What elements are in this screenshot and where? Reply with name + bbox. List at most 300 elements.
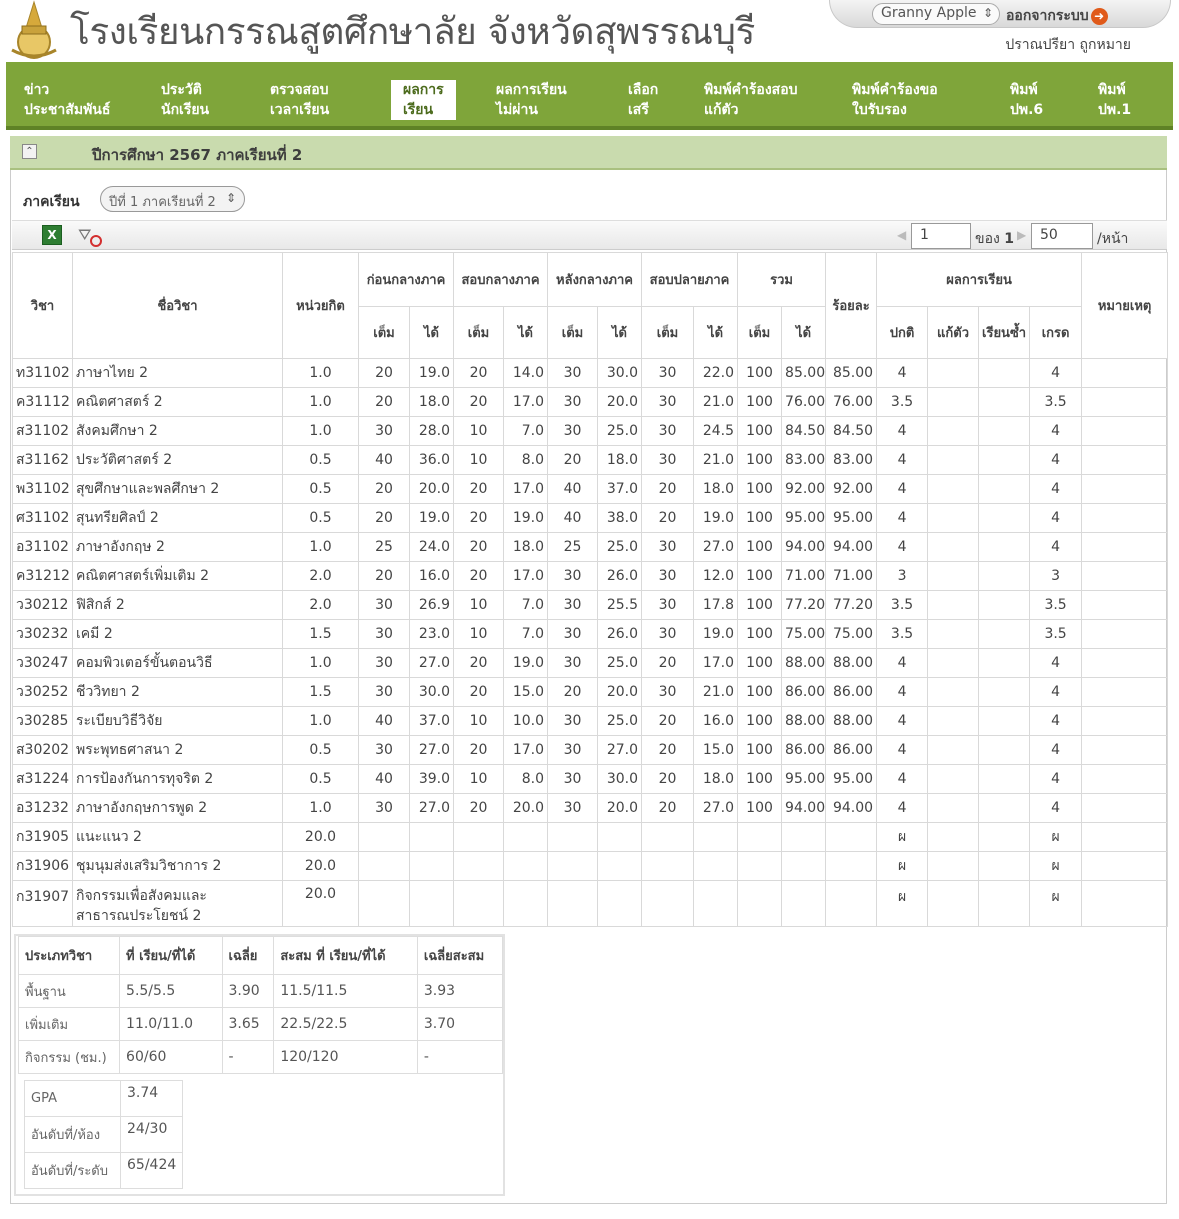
table-cell: ชุมนุมส่งเสริมวิชาการ 2 xyxy=(73,852,283,881)
next-page-icon[interactable]: ▶ xyxy=(1017,228,1027,242)
table-cell: 88.00 xyxy=(782,707,826,736)
user-tab xyxy=(829,0,1171,28)
nav-news[interactable]: ข่าว ประชาสัมพันธ์ xyxy=(24,82,111,118)
remark-cell xyxy=(1082,591,1168,620)
table-cell: 85.00 xyxy=(782,359,826,388)
table-cell: 20 xyxy=(359,359,410,388)
table-row xyxy=(13,359,1168,388)
col-got: ได้ xyxy=(504,307,548,359)
table-cell: 20 xyxy=(548,678,598,707)
table-cell: 3.5 xyxy=(877,591,928,620)
table-row xyxy=(13,591,1168,620)
table-cell xyxy=(928,620,979,649)
table-cell: 30 xyxy=(359,736,410,765)
summary-box xyxy=(14,934,505,1196)
table-cell: 28.0 xyxy=(410,417,454,446)
table-cell: 40 xyxy=(548,475,598,504)
table-cell xyxy=(598,852,642,881)
table-cell: 94.00 xyxy=(826,533,877,562)
table-cell: 0.5 xyxy=(283,475,359,504)
pager xyxy=(897,221,1167,251)
table-cell: 30 xyxy=(359,678,410,707)
nav-electives[interactable]: เลือก เสรี xyxy=(628,82,659,118)
table-cell: 37.0 xyxy=(410,707,454,736)
remark-cell xyxy=(1082,736,1168,765)
table-cell: 94.00 xyxy=(782,533,826,562)
table-row xyxy=(13,533,1168,562)
table-cell: 21.0 xyxy=(694,678,738,707)
table-cell: 4 xyxy=(1030,359,1082,388)
table-cell: 30 xyxy=(548,765,598,794)
table-cell: 86.00 xyxy=(826,678,877,707)
table-cell: 2.0 xyxy=(283,591,359,620)
table-row xyxy=(13,736,1168,765)
table-cell: ชีววิทยา 2 xyxy=(73,678,283,707)
table-cell: 83.00 xyxy=(826,446,877,475)
table-cell: 30 xyxy=(548,417,598,446)
table-cell: ก31906 xyxy=(13,852,73,881)
chevron-updown-icon: ⇕ xyxy=(225,191,236,205)
table-cell: 30.0 xyxy=(410,678,454,707)
table-cell: 4 xyxy=(1030,707,1082,736)
table-cell: 95.00 xyxy=(826,504,877,533)
table-cell: 10 xyxy=(454,417,504,446)
table-cell: ผ xyxy=(877,852,928,881)
col-credit: หน่วยกิต xyxy=(283,253,359,359)
logout-label: ออกจากระบบ xyxy=(1006,8,1089,24)
table-cell: 19.0 xyxy=(694,504,738,533)
table-cell xyxy=(928,359,979,388)
table-cell: 16.0 xyxy=(410,562,454,591)
table-cell: 3.5 xyxy=(1030,620,1082,649)
table-cell xyxy=(928,881,979,927)
table-cell xyxy=(782,823,826,852)
remark-cell xyxy=(1082,388,1168,417)
table-cell xyxy=(694,881,738,927)
nav-failed-courses[interactable]: ผลการเรียน ไม่ผ่าน xyxy=(496,82,567,118)
remark-cell xyxy=(1082,765,1168,794)
nav-print-pp6[interactable]: พิมพ์ ปพ.6 xyxy=(1010,82,1044,118)
table-cell xyxy=(979,678,1030,707)
table-cell: 40 xyxy=(359,765,410,794)
logout-button[interactable] xyxy=(1006,5,1108,27)
table-cell xyxy=(979,533,1030,562)
table-cell xyxy=(979,823,1030,852)
table-cell xyxy=(979,562,1030,591)
table-cell xyxy=(928,649,979,678)
nav-print-certificate-request[interactable]: พิมพ์คำร้องขอ ใบรับรอง xyxy=(852,82,938,118)
table-cell xyxy=(928,591,979,620)
table-cell: พ31102 xyxy=(13,475,73,504)
nav-student-profile[interactable]: ประวัติ นักเรียน xyxy=(161,82,210,118)
table-cell: 20 xyxy=(642,504,694,533)
table-cell: 85.00 xyxy=(826,359,877,388)
collapse-icon[interactable]: ⌃ xyxy=(22,144,37,159)
table-cell: 1.0 xyxy=(283,388,359,417)
table-cell: 30 xyxy=(642,446,694,475)
table-cell: 15.0 xyxy=(504,678,548,707)
page-header xyxy=(0,0,1179,62)
table-cell xyxy=(826,823,877,852)
user-select-value: Granny Apple xyxy=(881,5,977,21)
user-area xyxy=(829,0,1171,60)
table-cell: 26.9 xyxy=(410,591,454,620)
prev-page-icon[interactable]: ◀ xyxy=(897,228,907,242)
table-cell xyxy=(694,852,738,881)
table-cell: 24.5 xyxy=(694,417,738,446)
table-cell xyxy=(826,881,877,927)
table-cell: 38.0 xyxy=(598,504,642,533)
table-row xyxy=(13,504,1168,533)
table-cell: 20 xyxy=(454,794,504,823)
table-cell: 21.0 xyxy=(694,388,738,417)
table-cell xyxy=(504,823,548,852)
table-cell: 86.00 xyxy=(782,736,826,765)
table-cell xyxy=(642,852,694,881)
table-cell: ส31162 xyxy=(13,446,73,475)
table-cell xyxy=(738,823,782,852)
table-row xyxy=(13,823,1168,852)
table-cell: แนะแนว 2 xyxy=(73,823,283,852)
sum-col-avg: เฉลี่ย xyxy=(222,937,274,975)
table-cell xyxy=(454,852,504,881)
col-result: ผลการเรียน xyxy=(877,253,1082,307)
page-size-unit: /หน้า xyxy=(1097,231,1129,247)
table-cell: 27.0 xyxy=(410,649,454,678)
table-row xyxy=(13,852,1168,881)
table-cell: 4 xyxy=(1030,765,1082,794)
table-cell: 0.5 xyxy=(283,446,359,475)
table-cell xyxy=(548,823,598,852)
table-cell: 30 xyxy=(548,707,598,736)
table-cell: 100 xyxy=(738,794,782,823)
table-cell: 4 xyxy=(1030,446,1082,475)
table-cell: 37.0 xyxy=(598,475,642,504)
table-cell: 1.0 xyxy=(283,533,359,562)
table-cell: 12.0 xyxy=(694,562,738,591)
table-cell: 19.0 xyxy=(504,649,548,678)
table-cell: 76.00 xyxy=(826,388,877,417)
table-row xyxy=(13,649,1168,678)
arrow-right-icon: ➜ xyxy=(1091,8,1108,25)
table-cell: 76.00 xyxy=(782,388,826,417)
table-cell: 3.5 xyxy=(877,388,928,417)
table-cell xyxy=(928,823,979,852)
table-cell: 27.0 xyxy=(410,794,454,823)
table-cell: 4 xyxy=(877,475,928,504)
table-cell: 1.0 xyxy=(283,707,359,736)
remark-cell xyxy=(1082,504,1168,533)
table-cell xyxy=(928,504,979,533)
table-cell: 30 xyxy=(642,533,694,562)
table-cell: 100 xyxy=(738,417,782,446)
table-cell: 3 xyxy=(877,562,928,591)
table-cell xyxy=(979,852,1030,881)
table-row xyxy=(13,794,1168,823)
table-cell: 30 xyxy=(359,620,410,649)
col-repeat: เรียนซ้ำ xyxy=(979,307,1030,359)
table-cell xyxy=(928,417,979,446)
table-cell: 4 xyxy=(877,649,928,678)
table-cell: 39.0 xyxy=(410,765,454,794)
table-cell: 100 xyxy=(738,388,782,417)
table-cell xyxy=(979,620,1030,649)
table-cell: 75.00 xyxy=(782,620,826,649)
table-cell: 25.0 xyxy=(598,707,642,736)
table-cell: 17.0 xyxy=(504,475,548,504)
table-cell: 1.5 xyxy=(283,678,359,707)
table-cell: 26.0 xyxy=(598,620,642,649)
table-cell: 4 xyxy=(1030,736,1082,765)
table-cell: 18.0 xyxy=(598,446,642,475)
col-normal: ปกติ xyxy=(877,307,928,359)
table-cell: 19.0 xyxy=(410,504,454,533)
table-cell: ส30202 xyxy=(13,736,73,765)
table-cell xyxy=(738,852,782,881)
table-cell: 36.0 xyxy=(410,446,454,475)
table-cell: 3 xyxy=(1030,562,1082,591)
table-cell xyxy=(454,881,504,927)
table-cell: 20.0 xyxy=(410,475,454,504)
table-cell: ส31102 xyxy=(13,417,73,446)
table-cell: 88.00 xyxy=(782,649,826,678)
table-cell: 20 xyxy=(454,504,504,533)
col-full: เต็ม xyxy=(642,307,694,359)
table-cell: 30 xyxy=(642,591,694,620)
table-cell: 75.00 xyxy=(826,620,877,649)
table-cell: 17.0 xyxy=(504,562,548,591)
nav-print-retake-request[interactable]: พิมพ์คำร้องสอบ แก้ตัว xyxy=(704,82,798,118)
table-cell xyxy=(979,446,1030,475)
summary-row: เพิ่มเติม 11.0/11.0 3.65 22.5/22.5 3.70 xyxy=(19,1008,503,1041)
table-cell: ว30247 xyxy=(13,649,73,678)
table-cell: 17.8 xyxy=(694,591,738,620)
table-cell: 40 xyxy=(359,707,410,736)
table-cell: 20 xyxy=(642,707,694,736)
remark-cell xyxy=(1082,649,1168,678)
clear-filter-icon[interactable]: ⛛ xyxy=(78,225,102,247)
table-cell: 4 xyxy=(1030,794,1082,823)
table-cell: 88.00 xyxy=(826,707,877,736)
table-cell xyxy=(928,765,979,794)
table-cell: 27.0 xyxy=(694,533,738,562)
table-cell: 20 xyxy=(642,765,694,794)
table-cell: 100 xyxy=(738,533,782,562)
table-row xyxy=(13,388,1168,417)
gpa-table xyxy=(24,1080,183,1189)
table-row xyxy=(13,881,1168,927)
table-cell: 19.0 xyxy=(504,504,548,533)
table-cell: 30 xyxy=(548,620,598,649)
table-cell: 94.00 xyxy=(826,794,877,823)
table-cell: อ31102 xyxy=(13,533,73,562)
table-cell: 7.0 xyxy=(504,591,548,620)
table-cell xyxy=(642,881,694,927)
table-cell: ศ31102 xyxy=(13,504,73,533)
remark-cell xyxy=(1082,678,1168,707)
table-cell: ว30212 xyxy=(13,591,73,620)
table-cell xyxy=(782,852,826,881)
table-cell: 100 xyxy=(738,678,782,707)
table-cell: 0.5 xyxy=(283,736,359,765)
table-cell xyxy=(598,823,642,852)
table-cell: 4 xyxy=(877,446,928,475)
table-cell: ส31224 xyxy=(13,765,73,794)
page-number-input[interactable]: 1 xyxy=(911,223,971,249)
summary-row: กิจกรรม (ชม.) 60/60 - 120/120 - xyxy=(19,1041,503,1074)
table-cell: 4 xyxy=(1030,475,1082,504)
col-percent: ร้อยละ xyxy=(826,253,877,359)
nav-attendance[interactable]: ตรวจสอบ เวลาเรียน xyxy=(270,82,330,118)
table-cell: 23.0 xyxy=(410,620,454,649)
rank-class-row: อันดับที่/ห้อง 24/30 xyxy=(25,1117,183,1153)
table-cell: 20 xyxy=(454,736,504,765)
col-code: วิชา xyxy=(13,253,73,359)
col-retake: แก้ตัว xyxy=(928,307,979,359)
table-cell xyxy=(548,852,598,881)
col-got: ได้ xyxy=(598,307,642,359)
table-cell xyxy=(979,736,1030,765)
table-cell: 30 xyxy=(642,562,694,591)
table-cell: 4 xyxy=(877,504,928,533)
table-cell xyxy=(979,794,1030,823)
table-cell: 4 xyxy=(877,794,928,823)
table-cell: กิจกรรมเพื่อสังคมและสาธารณประโยชน์ 2 xyxy=(73,881,283,927)
table-cell: 40 xyxy=(359,446,410,475)
excel-export-icon[interactable]: X xyxy=(42,225,62,245)
table-cell: 30 xyxy=(642,388,694,417)
table-cell xyxy=(928,852,979,881)
table-cell: 30 xyxy=(548,359,598,388)
table-cell: 20 xyxy=(642,794,694,823)
table-cell: 30 xyxy=(359,591,410,620)
table-cell: 18.0 xyxy=(410,388,454,417)
table-cell: 10 xyxy=(454,765,504,794)
table-cell: 20 xyxy=(359,504,410,533)
table-cell: 20.0 xyxy=(598,388,642,417)
table-cell: 30 xyxy=(642,678,694,707)
table-cell: 100 xyxy=(738,591,782,620)
table-cell: 19.0 xyxy=(410,359,454,388)
remark-cell xyxy=(1082,707,1168,736)
table-cell: 10 xyxy=(454,446,504,475)
table-cell: 21.0 xyxy=(694,446,738,475)
table-cell: สังคมศึกษา 2 xyxy=(73,417,283,446)
table-cell: 30 xyxy=(359,649,410,678)
summary-table xyxy=(18,936,503,1074)
table-cell: 27.0 xyxy=(598,736,642,765)
remark-cell xyxy=(1082,446,1168,475)
table-cell xyxy=(826,852,877,881)
nav-grades[interactable]: ผลการ เรียน xyxy=(391,80,456,120)
table-cell: ภาษาอังกฤษการพูด 2 xyxy=(73,794,283,823)
remark-cell xyxy=(1082,562,1168,591)
table-cell: ค31212 xyxy=(13,562,73,591)
table-cell: 30 xyxy=(548,591,598,620)
table-cell: 20 xyxy=(359,562,410,591)
remark-cell xyxy=(1082,852,1168,881)
remark-cell xyxy=(1082,823,1168,852)
table-cell: 20 xyxy=(454,388,504,417)
table-cell: พระพุทธศาสนา 2 xyxy=(73,736,283,765)
table-cell: 100 xyxy=(738,446,782,475)
table-cell: ระเบียบวิธีวิจัย xyxy=(73,707,283,736)
school-name: โรงเรียนกรรณสูตศึกษาลัย จังหวัดสุพรรณบุรี xyxy=(70,10,755,53)
col-got: ได้ xyxy=(694,307,738,359)
table-cell: 30 xyxy=(642,417,694,446)
table-cell: 30 xyxy=(642,620,694,649)
table-cell xyxy=(979,504,1030,533)
term-select[interactable] xyxy=(100,186,245,212)
table-cell: 26.0 xyxy=(598,562,642,591)
table-cell: 18.0 xyxy=(694,765,738,794)
page-size-input[interactable]: 50 xyxy=(1031,223,1093,249)
table-cell: ท31102 xyxy=(13,359,73,388)
table-cell xyxy=(454,823,504,852)
table-cell: 95.00 xyxy=(826,765,877,794)
table-cell: ภาษาอังกฤษ 2 xyxy=(73,533,283,562)
table-cell: 17.0 xyxy=(694,649,738,678)
table-row xyxy=(13,446,1168,475)
table-cell: 20 xyxy=(454,562,504,591)
table-cell: 20 xyxy=(454,475,504,504)
sum-col-credits: ที่ เรียน/ที่ได้ xyxy=(120,937,222,975)
table-cell: 20.0 xyxy=(598,794,642,823)
table-cell xyxy=(359,823,410,852)
table-cell: การป้องกันการทุจริต 2 xyxy=(73,765,283,794)
table-cell: 4 xyxy=(877,765,928,794)
table-cell: ผ xyxy=(1030,823,1082,852)
table-cell: 20 xyxy=(454,649,504,678)
table-cell: 15.0 xyxy=(694,736,738,765)
table-cell: 1.0 xyxy=(283,417,359,446)
table-cell xyxy=(979,388,1030,417)
table-cell: ประวัติศาสตร์ 2 xyxy=(73,446,283,475)
table-cell: 20.0 xyxy=(504,794,548,823)
table-cell: ภาษาไทย 2 xyxy=(73,359,283,388)
table-cell: 25.0 xyxy=(598,417,642,446)
year-title: ปีการศึกษา 2567 ภาคเรียนที่ 2 xyxy=(92,146,303,164)
table-cell: 86.00 xyxy=(826,736,877,765)
table-cell: 20 xyxy=(454,359,504,388)
remark-cell xyxy=(1082,620,1168,649)
nav-print-pp1[interactable]: พิมพ์ ปพ.1 xyxy=(1098,82,1132,118)
table-cell xyxy=(598,881,642,927)
table-cell: 77.20 xyxy=(826,591,877,620)
table-cell xyxy=(979,359,1030,388)
table-cell: 8.0 xyxy=(504,765,548,794)
table-cell: 71.00 xyxy=(826,562,877,591)
table-cell: 88.00 xyxy=(826,649,877,678)
table-cell: 1.0 xyxy=(283,359,359,388)
table-cell: 92.00 xyxy=(782,475,826,504)
grid-toolbar xyxy=(12,220,1167,250)
table-row xyxy=(13,562,1168,591)
remark-cell xyxy=(1082,881,1168,927)
remark-cell xyxy=(1082,417,1168,446)
table-cell: 25 xyxy=(359,533,410,562)
term-label: ภาคเรียน xyxy=(23,194,80,210)
col-final: สอบปลายภาค xyxy=(642,253,738,307)
table-cell xyxy=(928,446,979,475)
user-select[interactable] xyxy=(872,3,1000,25)
table-cell: ว30232 xyxy=(13,620,73,649)
table-cell xyxy=(410,852,454,881)
table-cell: 4 xyxy=(1030,504,1082,533)
table-cell: 4 xyxy=(877,678,928,707)
table-cell: 2.0 xyxy=(283,562,359,591)
table-cell: 24.0 xyxy=(410,533,454,562)
